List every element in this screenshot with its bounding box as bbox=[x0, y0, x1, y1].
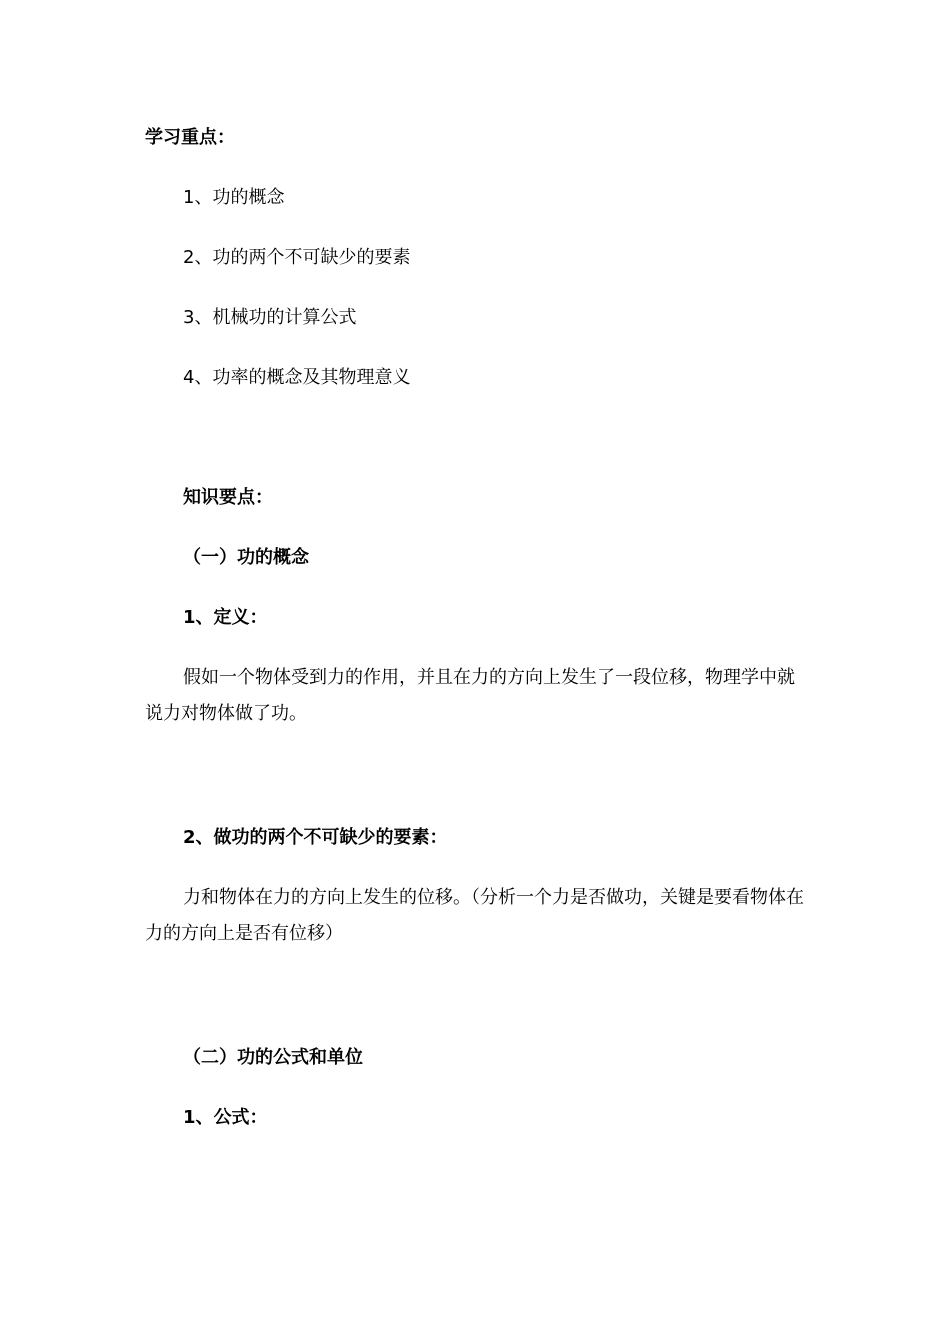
definition-title: 1、定义： bbox=[183, 607, 268, 628]
section-2-title: （二）功的公式和单位 bbox=[183, 1047, 363, 1068]
key-point-4: 4、功率的概念及其物理意义 bbox=[183, 367, 411, 388]
formula-title: 1、公式： bbox=[183, 1107, 268, 1128]
elements-paragraph: 力和物体在力的方向上发生的位移。（分析一个力是否做功，关键是要看物体在力的方向上是否有位移） bbox=[145, 887, 804, 944]
key-point-2: 2、功的两个不可缺少的要素 bbox=[183, 247, 411, 268]
key-point-3: 3、机械功的计算公式 bbox=[183, 307, 357, 328]
definition-paragraph: 假如一个物体受到力的作用，并且在力的方向上发生了一段位移，物理学中就说力对物体做了功。 bbox=[145, 667, 795, 724]
section-1-title: （一）功的概念 bbox=[183, 547, 309, 568]
knowledge-points-heading: 知识要点： bbox=[183, 487, 273, 508]
key-point-1: 1、功的概念 bbox=[183, 187, 285, 208]
elements-title: 2、做功的两个不可缺少的要素： bbox=[183, 827, 448, 848]
study-focus-heading: 学习重点： bbox=[145, 127, 235, 148]
